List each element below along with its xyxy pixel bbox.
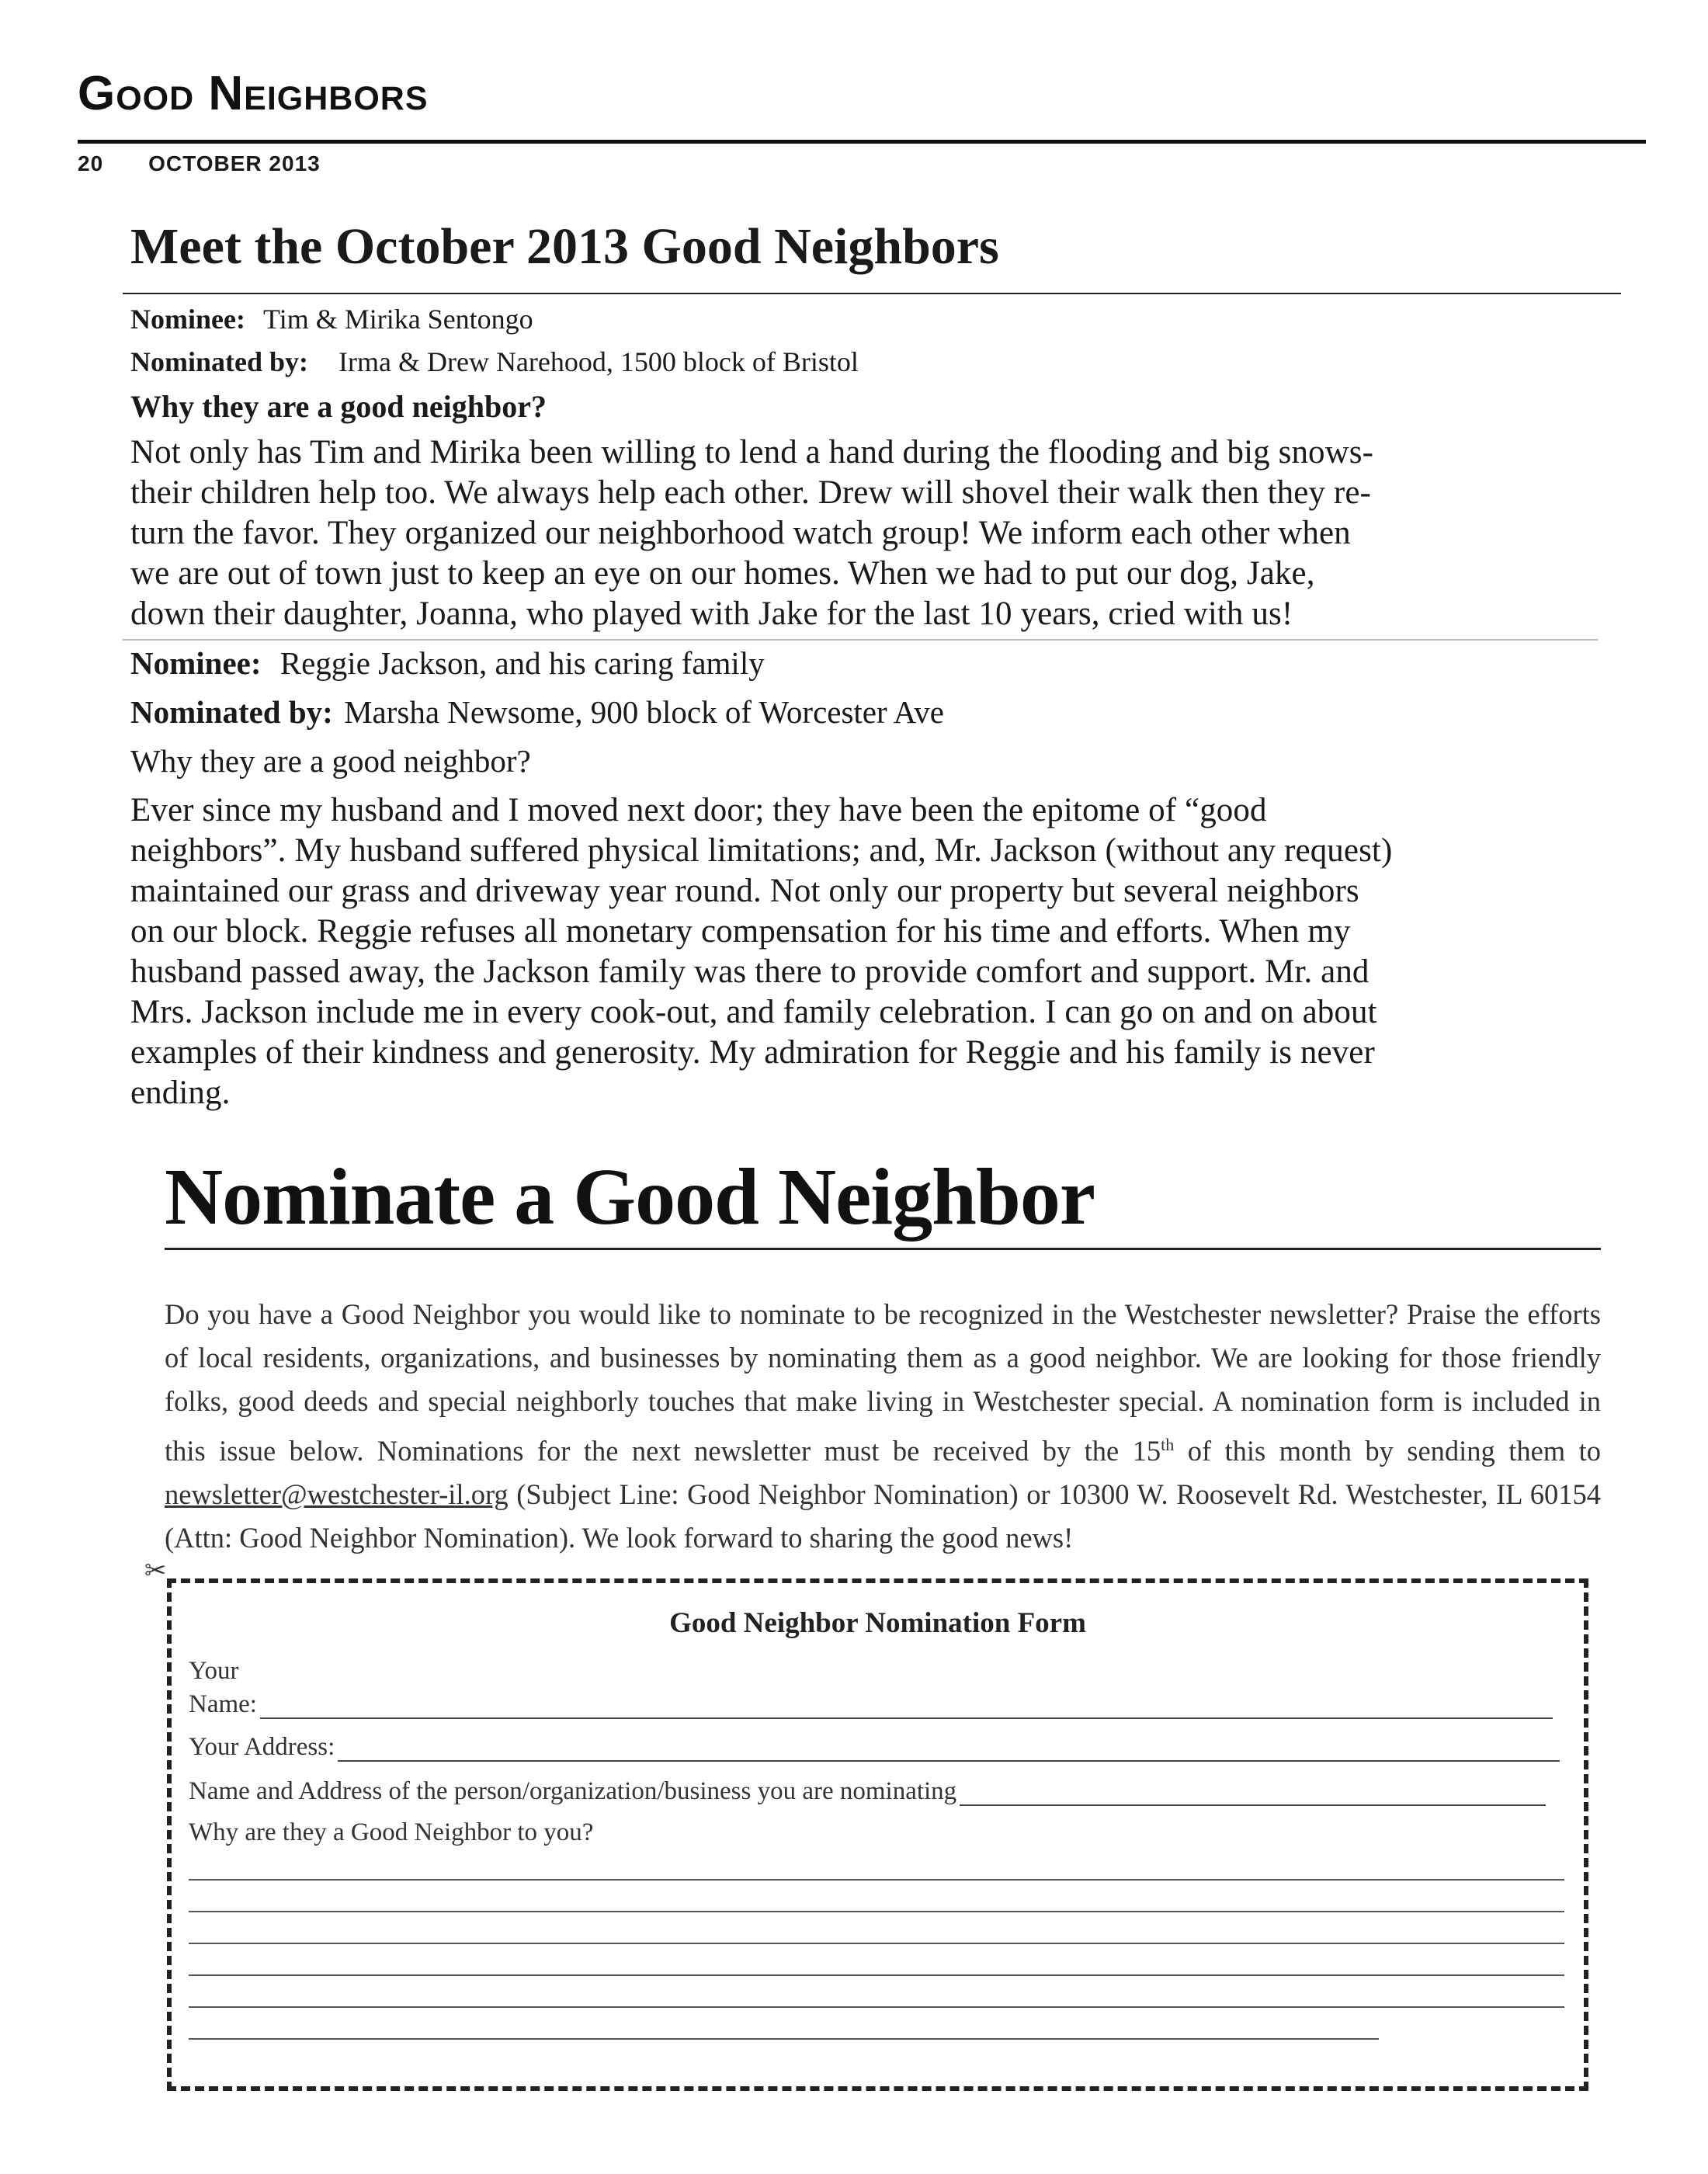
- nominee-field-label: Name and Address of the person/organization/business you are nominating: [189, 1777, 957, 1805]
- text-line: maintained our grass and driveway year round. Not only our property but several neighbors: [130, 873, 1359, 910]
- text-line: Mrs. Jackson include me in every cook-out, and family celebration. I can go on and on about: [130, 994, 1377, 1031]
- your-label: [189, 1657, 239, 1686]
- header-meta: [78, 151, 321, 176]
- answer-line[interactable]: [189, 1943, 1564, 1944]
- nominated-by-row: [130, 346, 1606, 379]
- section-title: Good Neighbors: [78, 67, 429, 120]
- text-line: down their daughter, Joanna, who played with Jake for the last 10 years, cried with us!: [130, 596, 1293, 633]
- ordinal-suffix: th: [1161, 1435, 1175, 1454]
- instructions-text: Do you have a Good Neighbor you would like to nominate to be recognized in the Westchester newsletter? Praise the efforts of local residents, organizations, and businesses by nominating them as a good neighbor. We are looking for those friendly folks, good deeds and special neighborly touches that make living in Westchester special. A nomination form is included in this issue below. Nominations for the next newsletter must be received by the 15: [165, 1298, 1601, 1467]
- nominate-title-rule: [165, 1248, 1601, 1250]
- nominated-by-value: Irma & Drew Narehood, 1500 block of Bristol: [338, 346, 859, 378]
- nominee-entry: [130, 644, 1606, 1113]
- name-row: [189, 1690, 1553, 1719]
- article-title-rule: [123, 293, 1621, 294]
- nominate-section: [165, 1152, 1601, 1554]
- nominee-row: [130, 644, 1606, 682]
- text-line: husband passed away, the Jackson family was there to provide comfort and support. Mr. and: [130, 953, 1370, 991]
- text-line: ending.: [130, 1075, 231, 1112]
- text-line: neighbors”. My husband suffered physical limitations; and, Mr. Jackson (without any request): [130, 832, 1393, 870]
- answer-line[interactable]: [189, 2038, 1379, 2040]
- nominee-name: Tim & Mirika Sentongo: [262, 304, 533, 335]
- name-field[interactable]: [260, 1717, 1553, 1719]
- article-title: Meet the October 2013 Good Neighbors: [130, 218, 999, 275]
- nominee-label: Nominee:: [130, 304, 245, 335]
- nominated-by-label: Nominated by:: [130, 694, 333, 731]
- your-label-text: Your: [189, 1657, 239, 1685]
- text-line: turn the favor. They organized our neighborhood watch group! We inform each other when: [130, 515, 1351, 552]
- nominee-label: Nominee:: [130, 645, 262, 681]
- why-label: Why they are a good neighbor?: [130, 743, 531, 780]
- scissors-icon: ✂: [144, 1557, 167, 1585]
- instructions-text: of this month by sending them to: [1174, 1435, 1601, 1467]
- page-number: 20: [78, 151, 104, 175]
- email-link[interactable]: newsletter@westchester-il.org: [165, 1478, 509, 1511]
- answer-line[interactable]: [189, 1879, 1564, 1881]
- text-line: we are out of town just to keep an eye on our homes. When we had to put our dog, Jake,: [130, 555, 1315, 592]
- address-label: Your Address:: [189, 1733, 335, 1761]
- header-rule: [78, 140, 1646, 144]
- article-good-neighbors: [130, 218, 1621, 1112]
- form-title: Good Neighbor Nomination Form: [669, 1607, 1086, 1639]
- answer-line[interactable]: [189, 1974, 1564, 1976]
- text-line: their children help too. We always help each other. Drew will shovel their walk then they re-: [130, 474, 1371, 512]
- testimonial-text: [130, 432, 1606, 634]
- answer-line[interactable]: [189, 1911, 1564, 1912]
- nominee-entry: [130, 301, 1606, 634]
- entry-separator: [123, 639, 1598, 641]
- nominate-instructions: [165, 1293, 1601, 1560]
- nominate-title: Nominate a Good Neighbor: [165, 1152, 1095, 1242]
- issue-date: OCTOBER 2013: [148, 151, 321, 175]
- nominated-by-row: [130, 693, 1606, 731]
- text-line: Not only has Tim and Mirika been willing to lend a hand during the flooding and big snows-: [130, 434, 1374, 471]
- why-row: [189, 1818, 593, 1847]
- name-label: Name:: [189, 1690, 257, 1718]
- text-line: examples of their kindness and generosity. My admiration for Reggie and his family is never: [130, 1034, 1375, 1071]
- text-line: Ever since my husband and I moved next door; they have been the epitome of “good: [130, 792, 1267, 829]
- nominated-by-label: Nominated by:: [130, 346, 309, 378]
- instructions-text: (Subject Line: Good Neighbor Nomination) or 10300 W. Roosevelt Rd. Westchester, IL 60154 (Attn: Good Neighbor Nomination). We look forward to sharing the good news!: [165, 1478, 1601, 1554]
- answer-line[interactable]: [189, 2006, 1564, 2008]
- testimonial-text: [130, 790, 1606, 1113]
- address-field[interactable]: [338, 1760, 1560, 1762]
- nominee-name: Reggie Jackson, and his caring family: [279, 645, 765, 681]
- nominated-by-value: Marsha Newsome, 900 block of Worcester Ave: [344, 694, 944, 731]
- address-row: [189, 1733, 1560, 1762]
- nominee-row: [130, 303, 1606, 336]
- nomination-form: [167, 1578, 1588, 2091]
- text-line: on our block. Reggie refuses all monetary compensation for his time and efforts. When my: [130, 913, 1351, 950]
- why-label: Why they are a good neighbor?: [130, 389, 547, 425]
- nominee-row: [189, 1777, 1546, 1806]
- why-field-label: Why are they a Good Neighbor to you?: [189, 1818, 594, 1846]
- nominee-field[interactable]: [960, 1804, 1546, 1806]
- page-header: [78, 67, 1646, 175]
